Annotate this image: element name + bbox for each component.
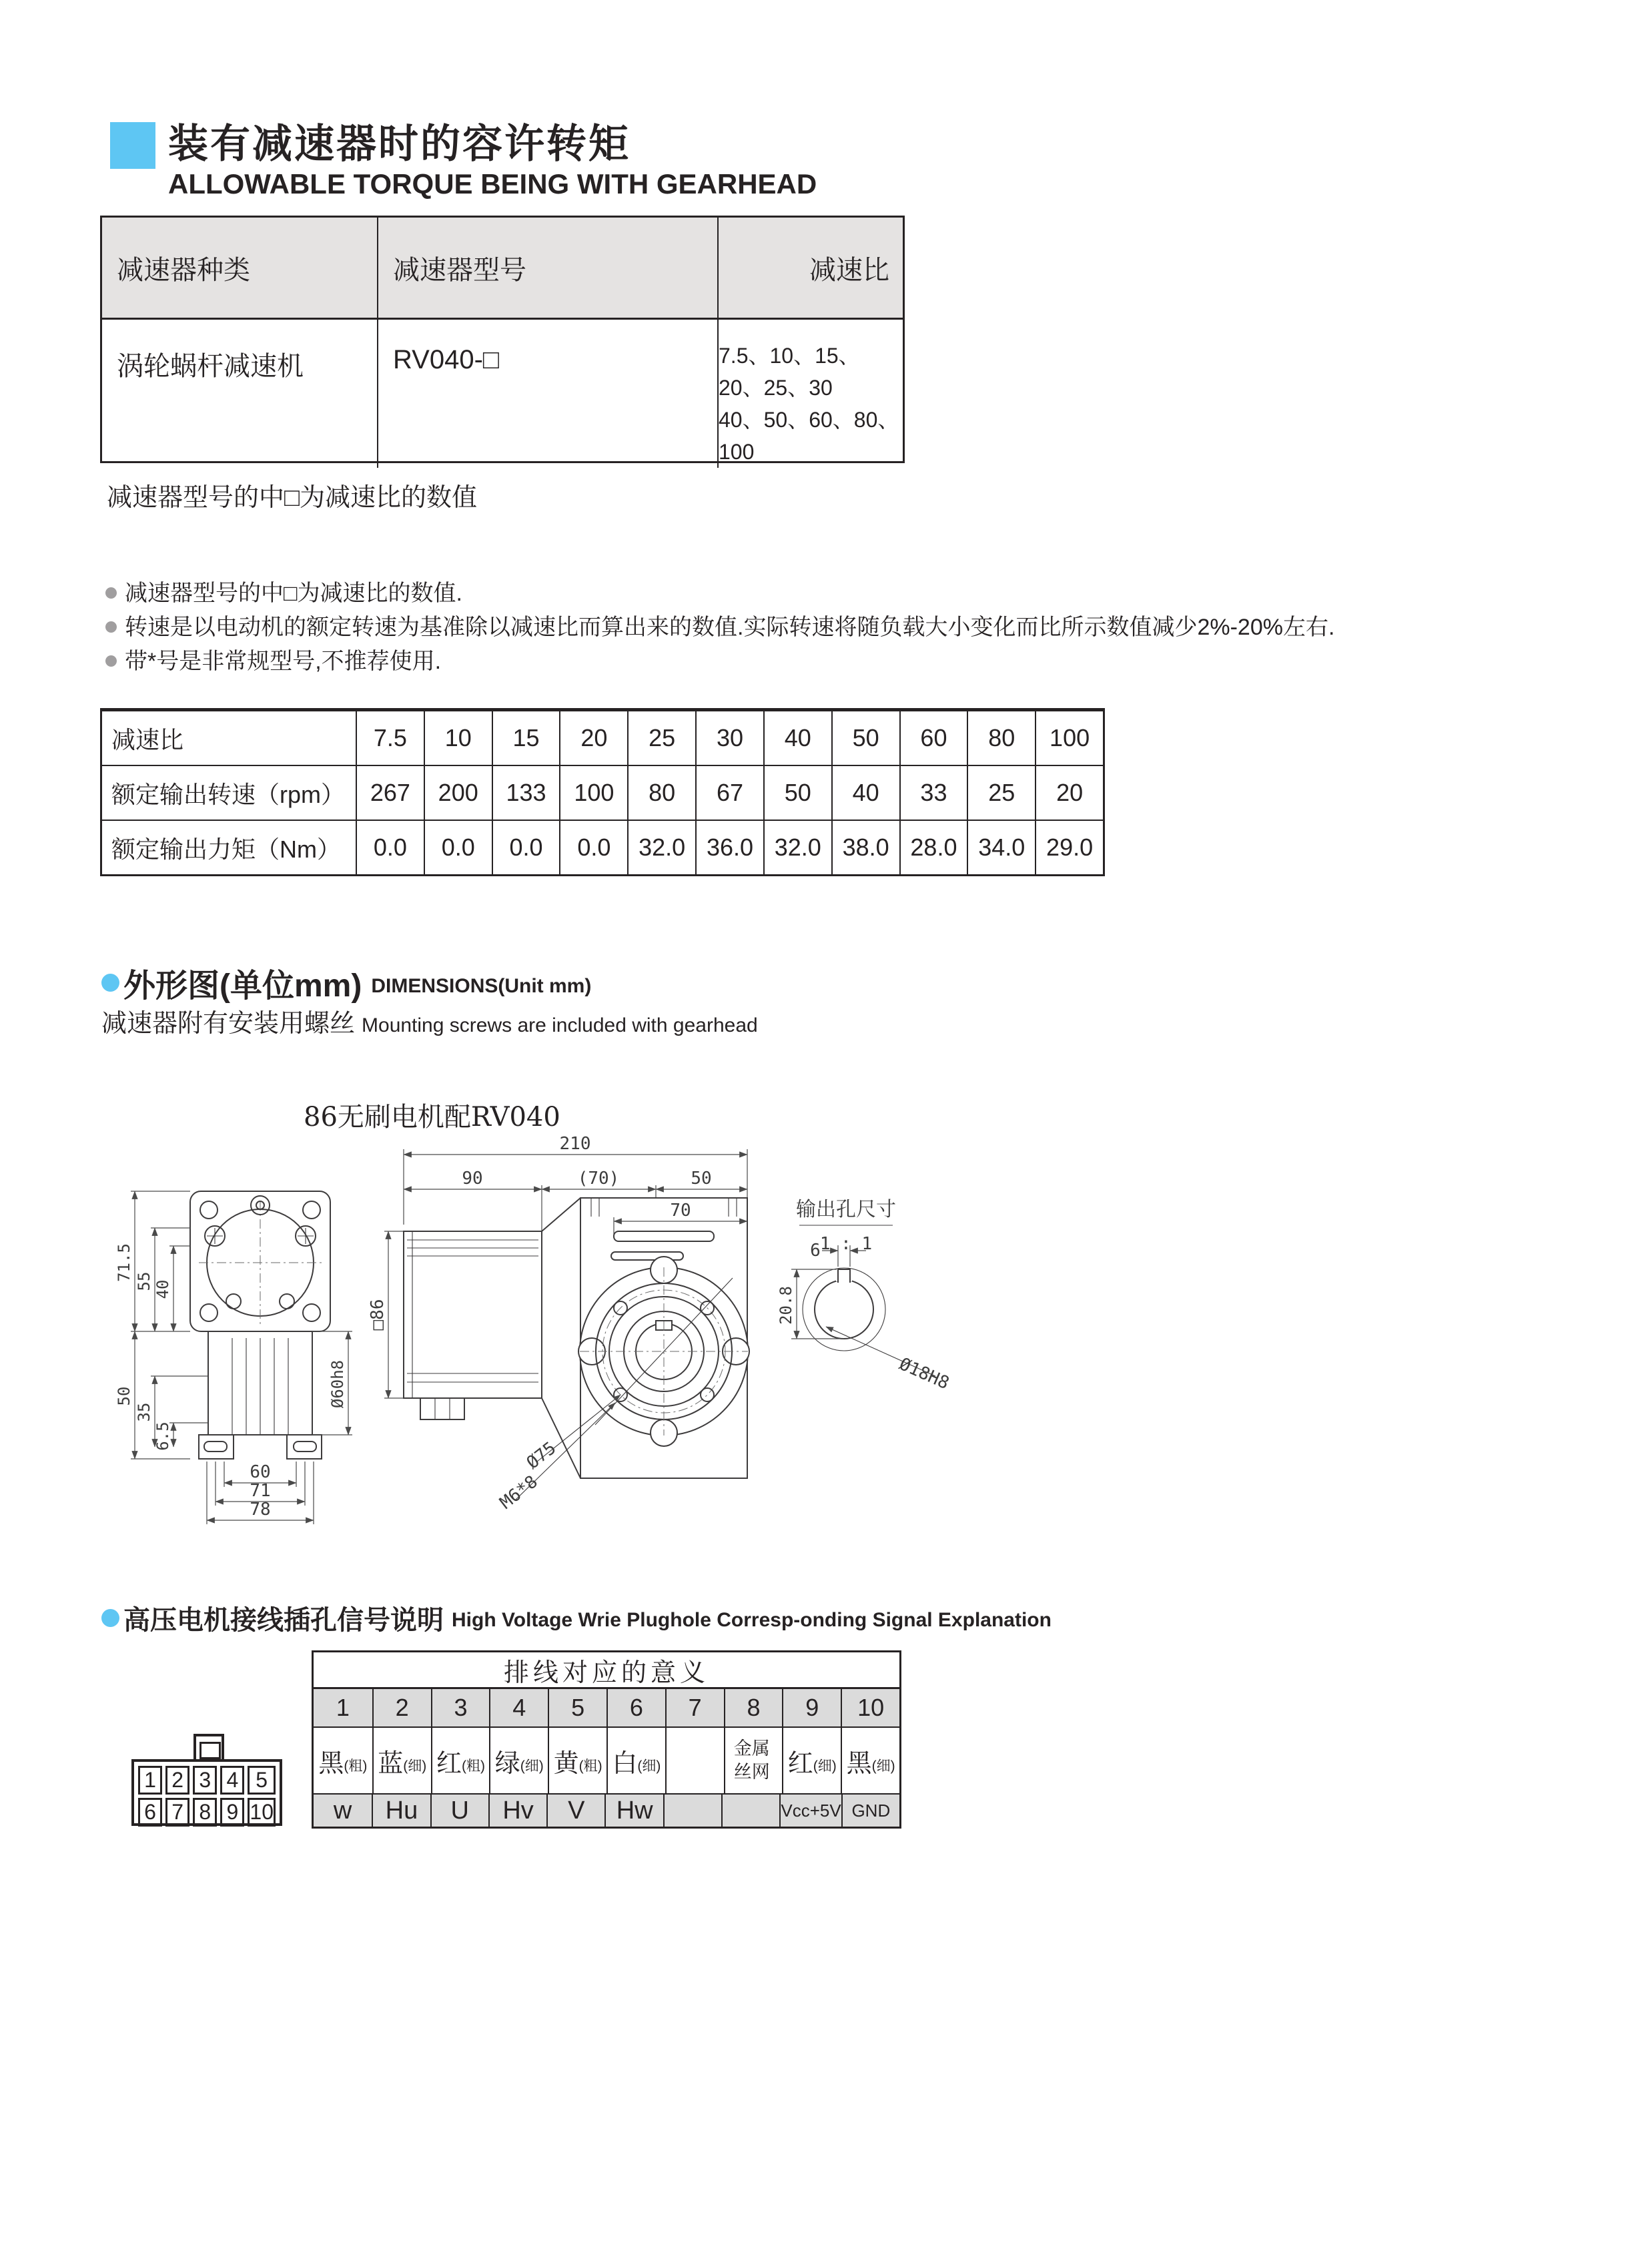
wire-color-cell bbox=[548, 1728, 606, 1793]
torque-cell: 29.0 bbox=[1035, 821, 1103, 874]
ratio-cell: 20 bbox=[559, 711, 627, 765]
wire-color-cell bbox=[314, 1728, 372, 1793]
wire-color-cell bbox=[841, 1728, 899, 1793]
blue-dot-icon bbox=[101, 974, 119, 992]
note-item bbox=[105, 616, 1334, 639]
wire-gauge: (细) bbox=[813, 1758, 837, 1774]
speed-cell: 80 bbox=[627, 766, 695, 820]
title-bullet-square bbox=[110, 122, 155, 169]
dim-90-label: 90 bbox=[462, 1169, 483, 1189]
connector-pin: 9 bbox=[220, 1798, 244, 1827]
connector-pin: 1 bbox=[138, 1766, 162, 1795]
bullet-dot-icon bbox=[105, 621, 117, 633]
connector-pin: 10 bbox=[248, 1798, 276, 1827]
connector-pin: 3 bbox=[193, 1766, 217, 1795]
dim-60-label: 60 bbox=[250, 1462, 271, 1482]
connector-diagram bbox=[131, 1734, 282, 1827]
wiring-heading-cn: 高压电机接线插孔信号说明 bbox=[123, 1606, 444, 1635]
wire-color: 红 bbox=[787, 1749, 813, 1778]
dim-70p-label: (70) bbox=[577, 1169, 620, 1189]
dim-m6-label: M6*8 bbox=[496, 1472, 542, 1514]
wire-gauge: (细) bbox=[871, 1758, 895, 1774]
dimensions-heading-cn: 外形图(单位mm) bbox=[123, 968, 362, 1004]
signal-cell: V bbox=[546, 1795, 604, 1827]
wire-color-cell bbox=[665, 1728, 724, 1793]
connector-pin: 8 bbox=[193, 1798, 217, 1827]
dimensions-subheading bbox=[101, 1002, 758, 1039]
ratio-cell: 15 bbox=[492, 711, 560, 765]
signal-cell: U bbox=[430, 1795, 488, 1827]
note-text: 带*号是非常规型号,不推荐使用. bbox=[125, 649, 442, 674]
ratios-line2: 40、50、60、80、100 bbox=[719, 408, 899, 464]
torque-cell: 34.0 bbox=[967, 821, 1035, 874]
dim-60h8-label: Ø60h8 bbox=[328, 1359, 347, 1409]
note-text: 减速器型号的中□为减速比的数值. bbox=[125, 581, 462, 606]
ratio-cell: 7.5 bbox=[356, 711, 424, 765]
dimensions-sub-cn: 减速器附有安装用螺丝 bbox=[101, 1010, 356, 1038]
dim-20_8-label: 20.8 bbox=[777, 1286, 795, 1325]
ratio-cell: 60 bbox=[899, 711, 967, 765]
ratio-cell: 10 bbox=[424, 711, 492, 765]
connector-pin: 4 bbox=[220, 1766, 244, 1795]
gearhead-table-row bbox=[102, 320, 903, 464]
dim-6_5-label: 6.5 bbox=[153, 1421, 172, 1451]
signal-cell: Vcc+5V bbox=[779, 1795, 841, 1827]
wire-color: 黑 bbox=[318, 1749, 344, 1778]
col-header-type: 减速器种类 bbox=[117, 255, 250, 285]
torque-cell: 0.0 bbox=[559, 821, 627, 874]
col-header-model: 减速器型号 bbox=[377, 218, 717, 318]
connector-latch-tab bbox=[193, 1734, 224, 1762]
drawing-title: 86无刷电机配RV040 bbox=[304, 1102, 560, 1133]
dimensions-sub-en: Mounting screws are included with gearhead bbox=[362, 1014, 758, 1036]
dim-70-label: 70 bbox=[670, 1201, 691, 1221]
torque-cell: 0.0 bbox=[492, 821, 560, 874]
wire-color-cell bbox=[724, 1728, 783, 1793]
ratio-cell: 50 bbox=[831, 711, 899, 765]
speed-cell: 50 bbox=[763, 766, 831, 820]
dim-frame-86-label: □86 bbox=[368, 1299, 388, 1331]
pin-number: 8 bbox=[724, 1689, 783, 1726]
wire-color-cell bbox=[431, 1728, 490, 1793]
row-label: 额定输出力矩（Nm） bbox=[111, 835, 341, 863]
wire-color: 黄 bbox=[553, 1749, 579, 1778]
pin-number: 7 bbox=[665, 1689, 724, 1726]
wire-gauge: (粗) bbox=[462, 1758, 485, 1774]
connector-latch-window bbox=[199, 1742, 221, 1759]
note-item bbox=[105, 582, 1334, 605]
pin-number: 2 bbox=[372, 1689, 431, 1726]
output-hole-title: 输出孔尺寸 bbox=[796, 1198, 896, 1221]
wiring-pin-row bbox=[314, 1689, 899, 1728]
signal-cell: GND bbox=[841, 1795, 899, 1827]
blue-dot-icon bbox=[101, 1609, 119, 1627]
ratio-cell: 80 bbox=[967, 711, 1035, 765]
output-hole-scale: 1 : 1 bbox=[819, 1234, 873, 1254]
dim-40-label: 40 bbox=[153, 1279, 172, 1299]
dim-210-label: 210 bbox=[559, 1134, 591, 1154]
wire-gauge: (粗) bbox=[344, 1758, 368, 1774]
torque-cell: 38.0 bbox=[831, 821, 899, 874]
pin-number: 6 bbox=[606, 1689, 665, 1726]
dim-71_5-label: 71.5 bbox=[115, 1243, 133, 1282]
note-item bbox=[105, 650, 1334, 673]
torque-cell: 32.0 bbox=[627, 821, 695, 874]
gearhead-table bbox=[100, 216, 905, 463]
cell-gearhead-type: 涡轮蜗杆减速机 bbox=[117, 352, 304, 381]
torque-cell: 0.0 bbox=[424, 821, 492, 874]
wiring-table-title: 排线对应的意义 bbox=[314, 1652, 899, 1689]
signal-cell: Hv bbox=[488, 1795, 546, 1827]
wire-gauge: (细) bbox=[637, 1758, 661, 1774]
cell-gearhead-ratios bbox=[717, 320, 903, 468]
page-title: 装有减速器时的容许转矩 bbox=[168, 121, 631, 166]
wire-gauge: (粗) bbox=[578, 1758, 602, 1774]
wire-color-cell bbox=[782, 1728, 841, 1793]
ratio-row bbox=[102, 711, 1103, 765]
wire-gauge: (细) bbox=[403, 1758, 427, 1774]
signal-cell: w bbox=[333, 1796, 352, 1825]
speed-cell: 67 bbox=[695, 766, 763, 820]
page-title-en: ALLOWABLE TORQUE BEING WITH GEARHEAD bbox=[168, 168, 817, 200]
connector-pin: 7 bbox=[165, 1798, 189, 1827]
dim-35-label: 35 bbox=[135, 1402, 153, 1422]
dimension-drawing bbox=[100, 1088, 1101, 1528]
wire-color: 白 bbox=[612, 1749, 638, 1778]
notes-list bbox=[105, 582, 1334, 684]
wiring-heading bbox=[101, 1599, 1052, 1637]
pin-number: 9 bbox=[782, 1689, 841, 1726]
speed-cell: 20 bbox=[1035, 766, 1103, 820]
wiring-table bbox=[312, 1650, 901, 1829]
ratio-cell: 25 bbox=[627, 711, 695, 765]
wiring-signal-row bbox=[314, 1795, 899, 1827]
pin-number: 5 bbox=[548, 1689, 606, 1726]
bullet-dot-icon bbox=[105, 655, 117, 667]
motor-gearhead-side-view bbox=[368, 1134, 749, 1514]
dim-50-label: 50 bbox=[115, 1386, 133, 1406]
pin-number: 4 bbox=[489, 1689, 548, 1726]
speed-cell: 133 bbox=[492, 766, 560, 820]
ratio-cell: 40 bbox=[763, 711, 831, 765]
signal-cell: Hw bbox=[604, 1795, 663, 1827]
ratios-line1: 7.5、10、15、20、25、30 bbox=[719, 344, 860, 400]
pin-number: 1 bbox=[336, 1694, 350, 1721]
signal-cell bbox=[721, 1795, 779, 1827]
torque-cell: 32.0 bbox=[763, 821, 831, 874]
wire-gauge: (细) bbox=[520, 1758, 544, 1774]
dim-71-label: 71 bbox=[250, 1481, 271, 1501]
dimensions-heading-en: DIMENSIONS(Unit mm) bbox=[371, 974, 592, 997]
dim-55-label: 55 bbox=[135, 1271, 153, 1291]
speed-row bbox=[102, 765, 1103, 820]
ratio-table bbox=[100, 708, 1105, 876]
output-hole-detail bbox=[777, 1198, 952, 1393]
torque-cell: 0.0 bbox=[356, 821, 424, 874]
pin-number: 10 bbox=[841, 1689, 899, 1726]
speed-cell: 40 bbox=[831, 766, 899, 820]
dim-75-label: Ø75 bbox=[522, 1437, 560, 1474]
wire-color: 红 bbox=[436, 1749, 462, 1778]
wire-color-cell bbox=[489, 1728, 548, 1793]
gearhead-table-note: 减速器型号的中□为减速比的数值 bbox=[107, 484, 477, 512]
ratio-cell: 30 bbox=[695, 711, 763, 765]
note-text: 转速是以电动机的额定转速为基准除以减速比而算出来的数值.实际转速将随负载大小变化而比所示数值减少2%-20%左右. bbox=[125, 615, 1335, 640]
wire-color: 绿 bbox=[494, 1749, 520, 1778]
torque-cell: 36.0 bbox=[695, 821, 763, 874]
speed-cell: 25 bbox=[967, 766, 1035, 820]
connector-pin: 2 bbox=[165, 1766, 189, 1795]
speed-cell: 100 bbox=[559, 766, 627, 820]
dim-50-out-label: 50 bbox=[691, 1169, 712, 1189]
bullet-dot-icon bbox=[105, 587, 117, 599]
dim-key-6-label: 6 bbox=[810, 1241, 821, 1261]
row-label: 减速比 bbox=[111, 725, 184, 753]
ratio-cell: 100 bbox=[1035, 711, 1103, 765]
row-label: 额定输出转速（rpm） bbox=[111, 780, 345, 808]
wiring-color-row bbox=[314, 1728, 899, 1795]
pin-number: 3 bbox=[431, 1689, 490, 1726]
signal-cell bbox=[663, 1795, 721, 1827]
dim-78-label: 78 bbox=[250, 1500, 271, 1520]
connector-pin: 5 bbox=[248, 1766, 276, 1795]
signal-cell: Hu bbox=[372, 1795, 430, 1827]
col-header-ratio: 减速比 bbox=[717, 218, 903, 318]
dimensions-heading bbox=[101, 960, 591, 1006]
wire-color-cell bbox=[372, 1728, 431, 1793]
torque-row bbox=[102, 820, 1103, 874]
speed-cell: 200 bbox=[424, 766, 492, 820]
torque-cell: 28.0 bbox=[899, 821, 967, 874]
wire-color: 金属丝网 bbox=[733, 1738, 770, 1782]
speed-cell: 33 bbox=[899, 766, 967, 820]
wire-color: 黑 bbox=[846, 1749, 872, 1778]
connector-pin: 6 bbox=[138, 1798, 162, 1827]
cell-gearhead-model: RV040-□ bbox=[377, 320, 717, 468]
wire-color-cell bbox=[606, 1728, 665, 1793]
connector-body bbox=[131, 1759, 282, 1826]
wire-color: 蓝 bbox=[378, 1749, 404, 1778]
dim-18h8-label: Ø18H8 bbox=[896, 1353, 952, 1394]
wiring-heading-en: High Voltage Wrie Plughole Corresp-onding Signal Explanation bbox=[452, 1608, 1052, 1631]
speed-cell: 267 bbox=[356, 766, 424, 820]
gearhead-front-view bbox=[115, 1191, 352, 1524]
gearhead-table-header bbox=[102, 218, 903, 320]
